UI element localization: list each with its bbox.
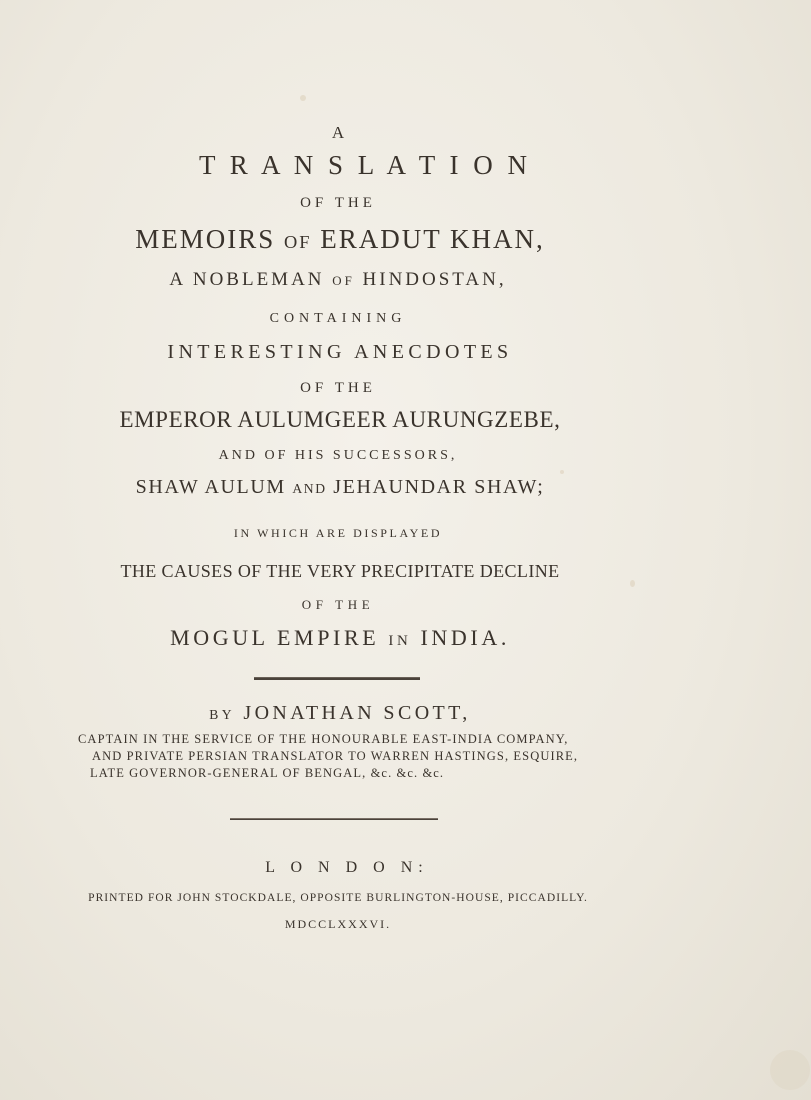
successors: AND OF HIS SUCCESSORS,: [218, 448, 458, 463]
containing: CONTAINING: [269, 311, 407, 326]
credential-line: CAPTAIN IN THE SERVICE OF THE HONOURABLE EAST-INDIA COMPANY,: [78, 732, 569, 746]
article-a: A: [331, 123, 345, 142]
of-the-2: OF THE: [300, 380, 376, 396]
title-translation: T R A N S L A T I O N: [198, 150, 532, 180]
of-the-1: OF THE: [300, 195, 376, 211]
imprint-printer: PRINTED FOR JOHN STOCKDALE, OPPOSITE BURLINGTON-HOUSE, PICCADILLY.: [88, 892, 588, 904]
displayed: IN WHICH ARE DISPLAYED: [233, 526, 443, 540]
hindostan-text: HINDOSTAN,: [362, 269, 507, 290]
mogul-empire-text: MOGUL EMPIRE: [170, 625, 380, 650]
in-text: IN: [388, 633, 412, 649]
shaw-aulum-text: SHAW AULUM: [135, 476, 286, 498]
nobleman-line: [0, 270, 676, 289]
foxing-spot: [300, 95, 306, 101]
india-text: INDIA.: [420, 625, 510, 650]
credential-line: LATE GOVERNOR-GENERAL OF BENGAL, &c. &c. &c.: [90, 766, 445, 780]
divider-rule: [230, 818, 438, 820]
nobleman-text: A NOBLEMAN: [169, 269, 325, 290]
foxing-spot: [630, 580, 635, 587]
of-the-3: OF THE: [301, 597, 375, 612]
imprint-year: MDCCLXXXVI.: [284, 917, 392, 931]
emperor: EMPEROR AULUMGEER AURUNGZEBE,: [119, 407, 561, 432]
memoirs-text: MEMOIRS: [135, 224, 276, 254]
causes: THE CAUSES OF THE VERY PRECIPITATE DECLINE: [120, 561, 560, 581]
jehaundar-text: JEHAUNDAR SHAW;: [333, 476, 545, 498]
credential-line: AND PRIVATE PERSIAN TRANSLATOR TO WARREN HASTINGS, ESQUIRE,: [92, 749, 579, 763]
shaw-line: [100, 477, 580, 497]
of-text: OF: [284, 232, 312, 252]
by-text: BY: [209, 707, 235, 722]
author-credentials: [78, 731, 598, 782]
eradut-khan-text: ERADUT KHAN,: [320, 224, 545, 254]
anecdotes: INTERESTING ANECDOTES: [167, 341, 513, 363]
foxing-spot: [770, 1050, 810, 1090]
by-line: [120, 703, 560, 723]
author-name: JONATHAN SCOTT,: [243, 702, 471, 724]
of-text: OF: [332, 273, 355, 288]
divider-rule: [254, 677, 420, 680]
imprint-city: L O N D O N:: [265, 859, 429, 876]
and-text: AND: [292, 481, 327, 496]
foxing-spot: [560, 470, 564, 474]
memoirs-line: [80, 226, 600, 253]
mogul-line: [126, 627, 554, 649]
